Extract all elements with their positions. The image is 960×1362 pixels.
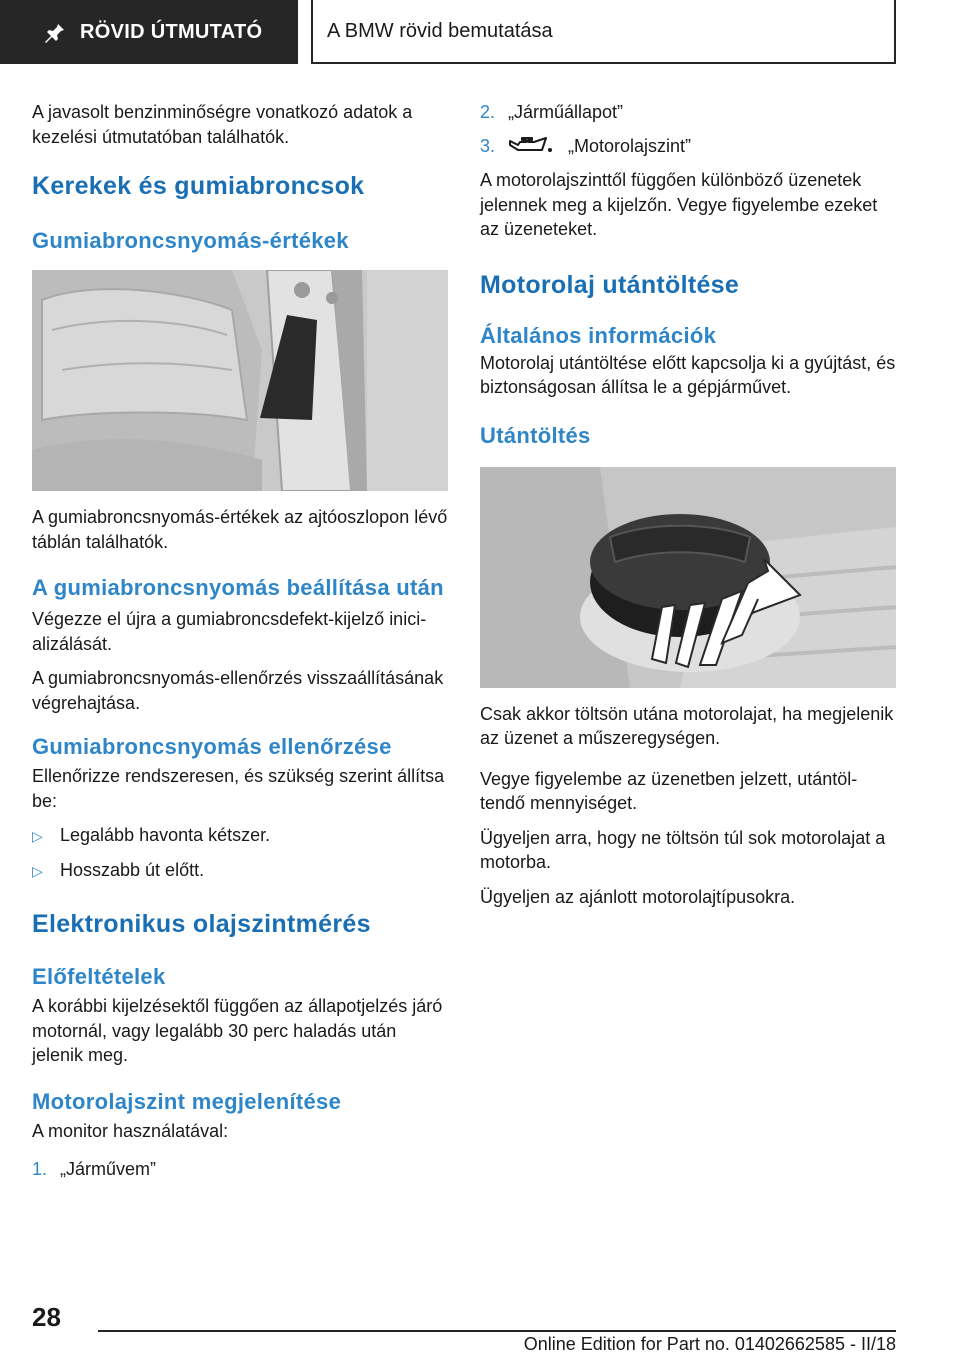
left-column — [32, 100, 448, 1191]
door-pillar-illustration — [32, 270, 448, 491]
step-number: 2. — [480, 102, 496, 122]
step-text: „Járművem” — [60, 1159, 157, 1179]
prerequisites-text: A korábbi kijelzésektől függően az állapotjelzés járó motornál, vagy legalább 30 perc haladás után jelenik meg. — [32, 996, 443, 1065]
door-pillar-image — [32, 270, 448, 491]
intro-text: A javasolt benzinminőségre vonatkozó adatok a kezelési útmutatóban találhatók. — [32, 102, 413, 147]
heading-topup: Utántöltés — [480, 422, 591, 448]
step-text: „Járműállapot” — [508, 102, 624, 122]
heading-prerequisites: Előfeltételek — [32, 964, 166, 989]
after-setting-text-1: Végezze el újra a gumiabroncsdefekt-kijelző inicializálását. — [32, 609, 427, 654]
heading-oil-display: Motorolajszint megjelenítése — [32, 1088, 342, 1114]
oil-can-icon — [508, 136, 554, 156]
pressure-check-text: Ellenőrizze rendszeresen, és szükség szerint állítsa be: — [32, 766, 445, 811]
heading-oil-refill: Motorolaj utántöltése — [480, 270, 740, 299]
step-item — [32, 1157, 448, 1181]
edition-info: Online Edition for Part no. 01402662585 - II/18 — [523, 1334, 896, 1354]
footer-divider — [98, 1330, 896, 1332]
oil-display-text: A monitor használatával: — [32, 1120, 229, 1141]
pin-icon — [42, 20, 66, 44]
step-item — [480, 134, 896, 158]
heading-general-info: Általános információk — [480, 322, 717, 348]
section-label: RÖVID ÚTMUTATÓ — [80, 20, 263, 43]
section-tab — [0, 0, 298, 64]
oil-cap-image — [480, 467, 896, 688]
after-setting-text-2: A gumiabroncsnyomás-ellenőrzés visszaállításának végrehajtása. — [32, 668, 444, 713]
topup-text-3: Ügyeljen arra, hogy ne töltsön túl sok motorolajat a motorba. — [480, 827, 886, 872]
triangle-bullet-icon: ▷ — [32, 828, 43, 844]
page-number: 28 — [32, 1302, 61, 1332]
step-item — [480, 100, 896, 124]
chapter-title: A BMW rövid bemutatása — [327, 19, 553, 42]
heading-pressure-check: Gumiabroncsnyomás ellenőrzése — [32, 734, 392, 759]
oil-message-text: A motorolajszinttől függően különböző üzenetek jelennek meg a kijelzőn. Vegye figyelembe ezeket az üzeneteket. — [480, 170, 878, 239]
step-text: „Motorolajszint” — [568, 136, 692, 156]
pressure-caption: A gumiabroncsnyomás-értékek az ajtóoszlopon lévő táblán találhatók. — [32, 507, 448, 552]
list-item — [32, 823, 448, 848]
heading-tyres: Kerekek és gumiabroncsok — [32, 172, 365, 200]
topup-text-2: Vegye figyelembe az üzenetben jelzett, utántöltendő mennyiséget. — [480, 768, 858, 813]
list-item-text: Hosszabb út előtt. — [60, 860, 205, 880]
general-info-text: Motorolaj utántöltése előtt kapcsolja ki a gyújtást, és biztonságosan állítsa le a gépjárművet. — [480, 352, 896, 397]
oil-cap-illustration — [480, 467, 896, 688]
heading-after-setting: A gumiabroncsnyomás beállítása után — [32, 575, 444, 600]
list-item-text: Legalább havonta kétszer. — [60, 825, 271, 845]
chapter-header — [311, 0, 896, 64]
list-item — [32, 858, 448, 883]
step-number: 1. — [32, 1159, 48, 1179]
triangle-bullet-icon: ▷ — [32, 863, 43, 879]
step-number: 3. — [480, 136, 496, 156]
heading-oil-measurement: Elektronikus olajszintmérés — [32, 910, 371, 938]
right-column — [480, 100, 896, 919]
topup-text-4: Ügyeljen az ajánlott motorolajtípusokra. — [480, 886, 796, 907]
heading-pressure-values: Gumiabroncsnyomás-értékek — [32, 228, 349, 253]
topup-text-1: Csak akkor töltsön utána motorolajat, ha megjelenik az üzenet a műszeregységen. — [480, 703, 894, 748]
